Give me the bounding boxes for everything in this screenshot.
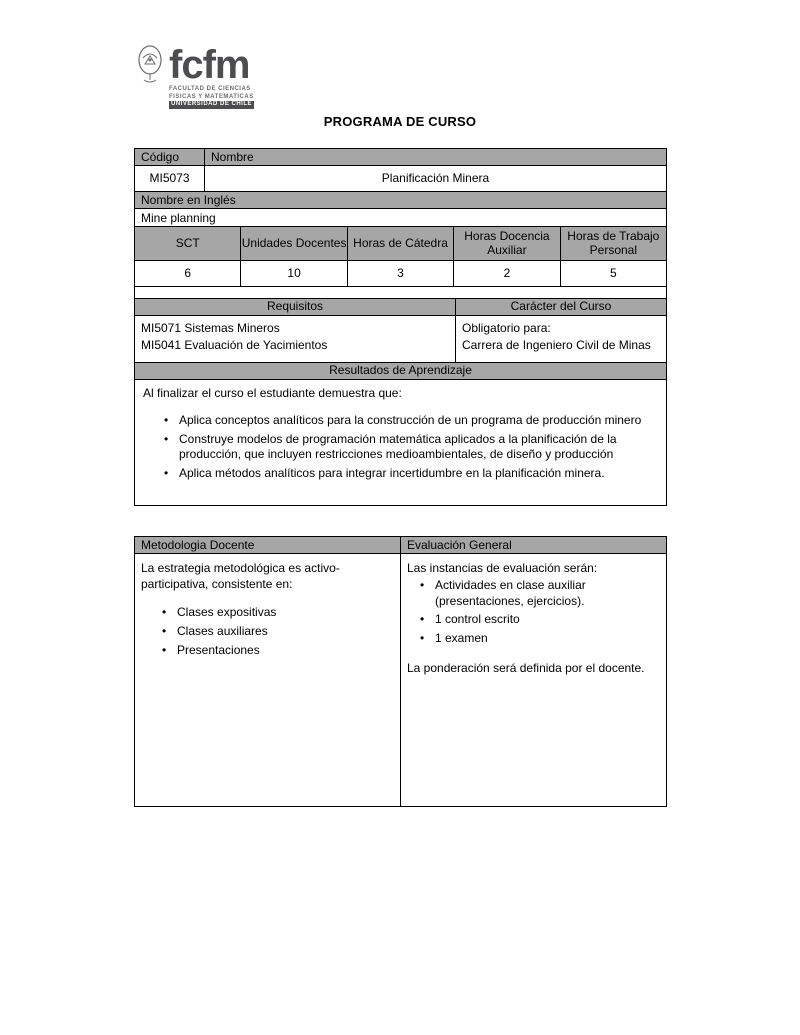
unidades-docentes-value-cell: 10 (241, 261, 347, 287)
universidad-de-chile-seal-icon (136, 44, 164, 88)
resultados-header-cell: Resultados de Aprendizaje (135, 363, 667, 380)
course-info-table (134, 148, 667, 506)
method-eval-body-row (135, 554, 667, 807)
horas-docencia-auxiliar-value-cell: 2 (454, 261, 560, 287)
logo-subline-3: UNIVERSIDAD DE CHILE (171, 101, 253, 107)
metodologia-bullet-3: • Presentaciones (159, 643, 394, 659)
caracter-header-cell: Carácter del Curso (456, 299, 667, 316)
unidades-docentes-header-cell: Unidades Docentes (241, 227, 347, 261)
requisitos-value-cell (135, 316, 456, 363)
nombre-ingles-header-cell: Nombre en Inglés (135, 192, 667, 209)
resultados-bullet-list (161, 413, 658, 481)
horas-trabajo-personal-value-cell: 5 (561, 261, 667, 287)
requisito-line-2: MI5041 Evaluación de Yacimientos (141, 337, 328, 352)
sct-value-cell: 6 (135, 261, 241, 287)
evaluacion-bullet-3: • 1 examen (417, 631, 660, 647)
resultados-bullet-2: • Construye modelos de programación matemática aplicados a la planificación de la producción, que incluyen restricciones medioambientales, de diseño y producción (161, 432, 658, 463)
requisitos-caracter-header-row (135, 299, 667, 316)
evaluacion-body-cell (401, 554, 667, 807)
codigo-value-cell: MI5073 (135, 166, 205, 192)
nombre-ingles-value-cell: Mine planning (135, 209, 667, 227)
resultados-header-row (135, 363, 667, 380)
page-title: PROGRAMA DE CURSO (323, 114, 477, 129)
metodologia-bullet-1: • Clases expositivas (159, 605, 394, 621)
requisitos-header-cell: Requisitos (135, 299, 456, 316)
spacer-row (135, 287, 667, 299)
fcfm-brand-block (169, 44, 254, 109)
resultados-content-cell (135, 380, 667, 506)
evaluacion-bullet-2: • 1 control escrito (417, 612, 660, 628)
requisitos-caracter-value-row (135, 316, 667, 363)
resultados-bullet-3: • Aplica métodos analíticos para integrar incertidumbre en la planificación minera. (161, 466, 658, 482)
caracter-value-cell (456, 316, 667, 363)
evaluacion-note: La ponderación será definida por el docente. (407, 660, 645, 675)
metodologia-bullet-list (159, 605, 394, 658)
evaluacion-bullet-1: • Actividades en clase auxiliar (presentaciones, ejercicios). (417, 578, 660, 609)
method-eval-header-row (135, 537, 667, 554)
caracter-line-2: Carrera de Ingeniero Civil de Minas (462, 337, 651, 352)
evaluacion-header-cell: Evaluación General (401, 537, 667, 554)
nombre-header-cell: Nombre (205, 149, 667, 166)
resultados-content-row (135, 380, 667, 506)
horas-catedra-value-cell: 3 (348, 261, 454, 287)
sct-header-cell: SCT (135, 227, 241, 261)
horas-docencia-auxiliar-header-cell: Horas Docencia Auxiliar (454, 227, 560, 261)
logo-subline-2: FISICAS Y MATEMATICAS (169, 93, 254, 100)
hours-value-row (135, 261, 667, 287)
value-row-nombre-ingles (135, 209, 667, 227)
methodology-evaluation-table (134, 536, 667, 807)
logo-subline-1: FACULTAD DE CIENCIAS (169, 86, 251, 92)
hours-header-row (135, 227, 667, 261)
codigo-header-cell: Código (135, 149, 205, 166)
fcfm-logo (136, 44, 254, 109)
caracter-line-1: Obligatorio para: (462, 321, 551, 335)
evaluacion-intro: Las instancias de evaluación serán: (407, 561, 598, 575)
value-row-codigo-nombre (135, 166, 667, 192)
horas-trabajo-personal-header-cell: Horas de Trabajo Personal (561, 227, 667, 261)
metodologia-body-cell (135, 554, 401, 807)
metodologia-header-cell: Metodologia Docente (135, 537, 401, 554)
evaluacion-bullet-list (417, 578, 660, 646)
spacer-cell (135, 287, 667, 299)
requisito-line-1: MI5071 Sistemas Mineros (141, 321, 280, 335)
resultados-bullet-1: • Aplica conceptos analíticos para la construcción de un programa de producción minero (161, 413, 658, 429)
fcfm-brand-text: fcfm (169, 43, 250, 87)
horas-catedra-header-cell: Horas de Cátedra (348, 227, 454, 261)
nombre-value-cell: Planificación Minera (205, 166, 667, 192)
metodologia-intro: La estrategia metodológica es activo-participativa, consistente en: (141, 561, 340, 592)
header-row-nombre-ingles (135, 192, 667, 209)
metodologia-bullet-2: • Clases auxiliares (159, 624, 394, 640)
resultados-intro: Al finalizar el curso el estudiante demuestra que: (143, 386, 402, 400)
header-row-codigo-nombre (135, 149, 667, 166)
